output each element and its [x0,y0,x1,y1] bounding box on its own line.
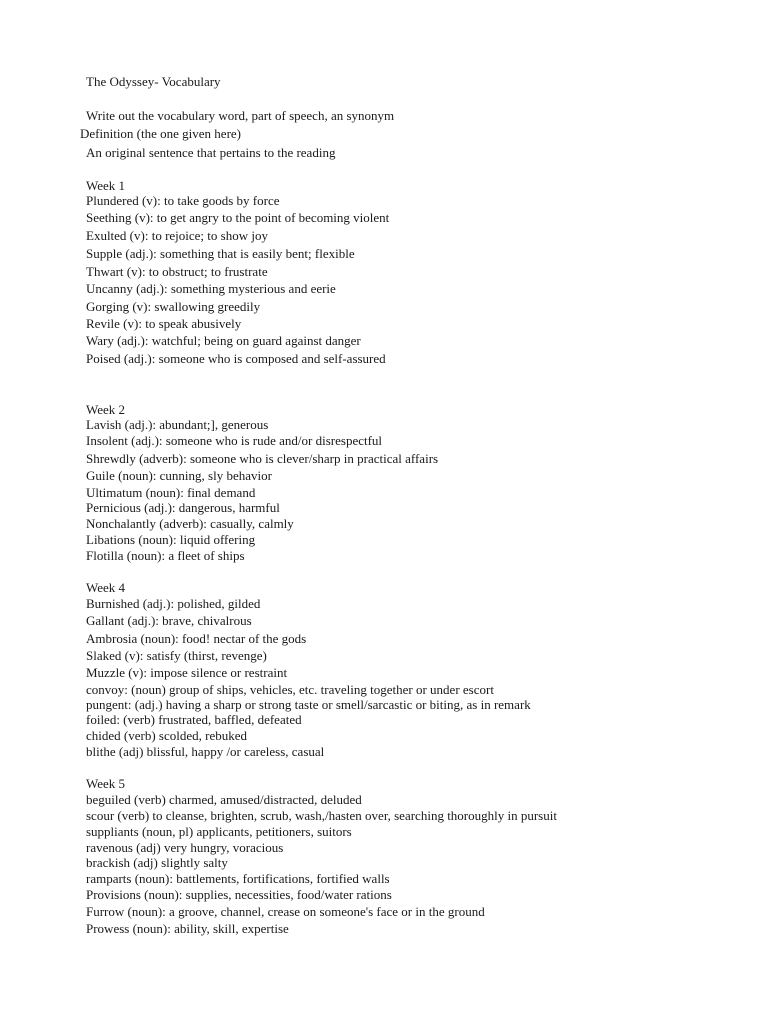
vocab-item: Poised (adj.): someone who is composed and self-assured [86,351,386,366]
vocab-item: Ultimatum (noun): final demand [86,485,256,500]
vocab-item: Exulted (v): to rejoice; to show joy [86,228,268,243]
vocab-item: pungent: (adj.) having a sharp or strong taste or smell/sarcastic or biting, as in remark [86,697,531,712]
vocab-item: Lavish (adj.): abundant;], generous [86,417,269,432]
vocab-item: Libations (noun): liquid offering [86,532,256,547]
vocab-item: Insolent (adj.): someone who is rude and/or disrespectful [86,433,383,448]
vocab-item: Gorging (v): swallowing greedily [86,299,261,314]
vocab-item: Guile (noun): cunning, sly behavior [86,468,272,483]
instruction-line: Write out the vocabulary word, part of speech, an synonym [86,108,395,123]
week-heading: Week 4 [86,580,126,595]
vocab-item: ramparts (noun): battlements, fortifications, fortified walls [86,871,390,886]
vocab-item: Plundered (v): to take goods by force [86,193,280,208]
vocab-item: Prowess (noun): ability, skill, expertise [86,921,289,936]
vocab-item: suppliants (noun, pl) applicants, petitioners, suitors [86,824,352,839]
vocab-item: Gallant (adj.): brave, chivalrous [86,613,252,628]
vocab-item: Shrewdly (adverb): someone who is clever/sharp in practical affairs [86,451,439,466]
week-heading: Week 1 [86,178,126,193]
vocab-item: Pernicious (adj.): dangerous, harmful [86,500,280,515]
instruction-line: An original sentence that pertains to the reading [86,145,336,160]
page-title: The Odyssey- Vocabulary [86,74,221,89]
vocab-item: Supple (adj.): something that is easily bent; flexible [86,246,355,261]
vocab-item: Furrow (noun): a groove, channel, crease on someone's face or in the ground [86,904,485,919]
vocab-item: blithe (adj) blissful, happy /or careless, casual [86,744,325,759]
vocab-item: Slaked (v): satisfy (thirst, revenge) [86,648,267,663]
instruction-line: Definition (the one given here) [80,126,241,141]
week-heading: Week 2 [86,402,126,417]
vocab-item: Muzzle (v): impose silence or restraint [86,665,288,680]
week-heading: Week 5 [86,776,126,791]
vocab-item: chided (verb) scolded, rebuked [86,728,247,743]
vocab-item: Provisions (noun): supplies, necessities, food/water rations [86,887,392,902]
vocab-item: ravenous (adj) very hungry, voracious [86,840,284,855]
vocab-item: Burnished (adj.): polished, gilded [86,596,261,611]
vocab-item: brackish (adj) slightly salty [86,855,228,870]
vocab-item: Thwart (v): to obstruct; to frustrate [86,264,268,279]
vocab-item: Seething (v): to get angry to the point of becoming violent [86,210,390,225]
vocab-item: Wary (adj.): watchful; being on guard against danger [86,333,361,348]
vocab-item: convoy: (noun) group of ships, vehicles, etc. traveling together or under escort [86,682,494,697]
vocab-item: foiled: (verb) frustrated, baffled, defeated [86,712,302,727]
vocab-item: Ambrosia (noun): food! nectar of the gods [86,631,307,646]
vocab-item: beguiled (verb) charmed, amused/distracted, deluded [86,792,362,807]
vocab-item: Revile (v): to speak abusively [86,316,242,331]
vocab-item: Nonchalantly (adverb): casually, calmly [86,516,294,531]
vocab-item: scour (verb) to cleanse, brighten, scrub, wash,/hasten over, searching thoroughly in pursuit [86,808,557,823]
vocab-item: Uncanny (adj.): something mysterious and eerie [86,281,336,296]
vocab-item: Flotilla (noun): a fleet of ships [86,548,245,563]
